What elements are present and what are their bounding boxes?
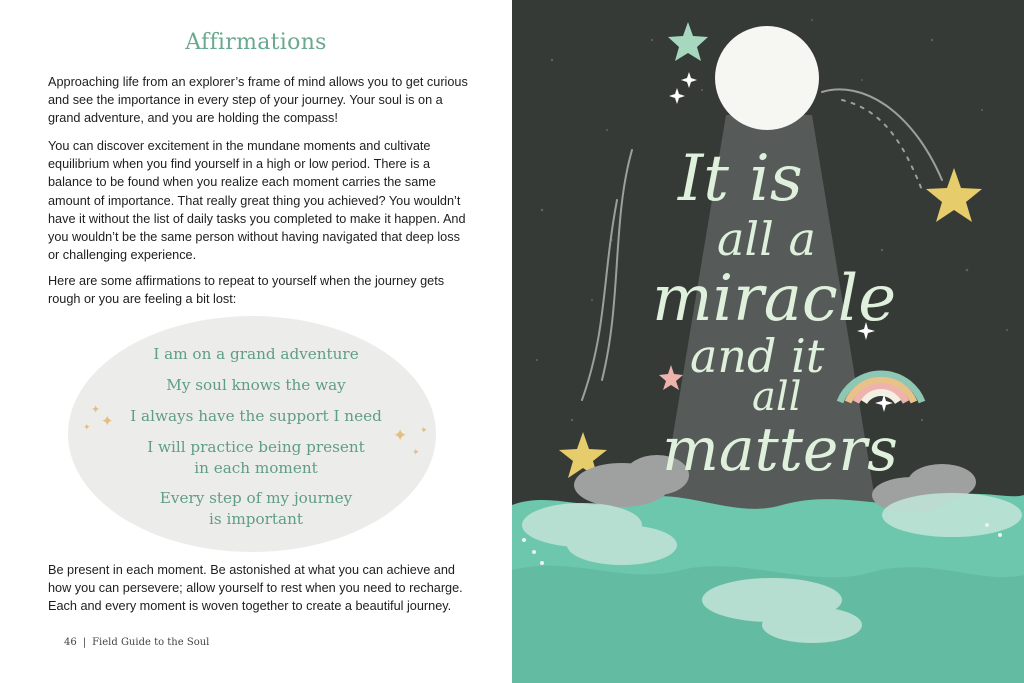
affirmation-item: I am on a grand adventure <box>153 345 359 363</box>
book-title: Field Guide to the Soul <box>92 637 210 648</box>
footer-separator: | <box>82 637 87 648</box>
affirmation-item: I will practice being present in each moment <box>147 438 365 477</box>
sparkle-icon: ✦ <box>101 412 114 430</box>
page-footer <box>64 637 209 648</box>
sparkle-icon: ✦ <box>91 403 101 416</box>
affirmation-item: Every step of my journey is important <box>159 489 353 528</box>
page-number: 46 <box>64 637 77 648</box>
illustration-page <box>512 0 1024 683</box>
sparkle-icon: ✦ <box>393 426 408 446</box>
sparkle-icon: ✦ <box>83 423 91 433</box>
body-paragraph: You can discover excitement in the mundane moments and cultivate equilibrium when you find yourself in a high or low period. There is a balance to be found when you realize each moment carries the same amount of importance. That really great thing you achieved? You wouldn’t have it without the list of daily tasks you completed to make it happen. And you wouldn’t be the same person without having navigated that deep loss or challenging experience. <box>48 139 466 263</box>
lettering-line: and it <box>690 329 825 383</box>
lettering-line: It is <box>678 142 803 216</box>
night-sky-illustration <box>512 0 1024 683</box>
closing-paragraph: Be present in each moment. Be astonished at what you can achieve and how you can persevere; allow yourself to rest when you need to recharge. Each and every moment is woven together to create a beautiful journey. <box>48 563 463 614</box>
lettering-line: all a <box>717 212 816 266</box>
lead-in-paragraph: Here are some affirmations to repeat to yourself when the journey gets rough or you are feeling a bit lost: <box>48 274 445 307</box>
sparkle-icon: ✦ <box>412 448 420 458</box>
page-title: Affirmations <box>185 30 327 55</box>
lettering-line: miracle <box>652 262 897 336</box>
sparkle-icon: ✦ <box>420 426 428 436</box>
intro-paragraph: Approaching life from an explorer’s frame of mind allows you to get curious and see the importance in every step of your journey. Your soul is on a grand adventure, and you are holding the compass! <box>48 75 468 126</box>
moon <box>715 26 819 130</box>
affirmation-item: I always have the support I need <box>130 407 382 425</box>
affirmation-item: My soul knows the way <box>166 376 346 394</box>
lettering-line: all <box>752 374 802 420</box>
lettering-line: matters <box>662 415 898 485</box>
